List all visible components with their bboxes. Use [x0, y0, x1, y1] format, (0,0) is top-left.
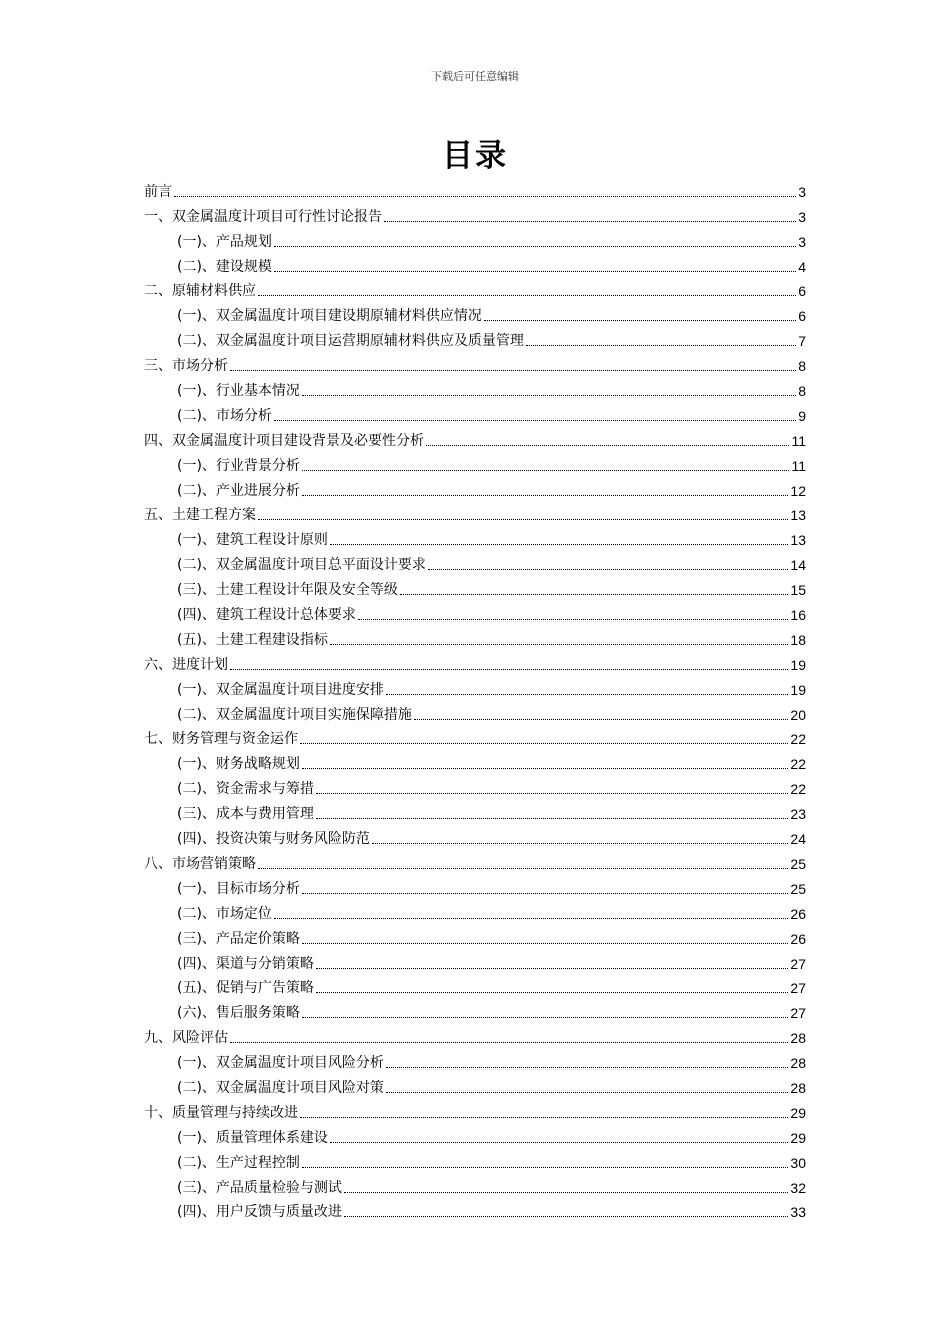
- toc-entry-page: 8: [798, 358, 806, 375]
- toc-entry-label: (三)、土建工程设计年限及安全等级: [177, 582, 398, 599]
- toc-dot-leader: [484, 320, 796, 321]
- toc-dot-leader: [302, 1167, 788, 1168]
- toc-entry[interactable]: [144, 325, 806, 350]
- toc-entry-page: 4: [798, 258, 806, 275]
- toc-entry[interactable]: [144, 350, 806, 375]
- toc-entry[interactable]: [144, 699, 806, 724]
- toc-dot-leader: [372, 843, 788, 844]
- toc-dot-leader: [526, 345, 796, 346]
- toc-dot-leader: [302, 768, 788, 769]
- toc-entry[interactable]: [144, 425, 806, 450]
- toc-entry-page: 11: [791, 432, 806, 449]
- toc-entry[interactable]: [144, 400, 806, 425]
- toc-entry[interactable]: [144, 873, 806, 898]
- toc-entry-label: (一)、双金属温度计项目进度安排: [177, 681, 384, 698]
- toc-entry[interactable]: [144, 549, 806, 574]
- toc-entry-label: (一)、行业基本情况: [177, 383, 300, 400]
- toc-entry-label: (一)、行业背景分析: [177, 457, 300, 474]
- toc-entry-label: (一)、产品规划: [177, 233, 272, 250]
- toc-entry[interactable]: [144, 748, 806, 773]
- toc-dot-leader: [274, 246, 796, 247]
- toc-entry[interactable]: [144, 798, 806, 823]
- toc-entry-label: 九、风险评估: [144, 1030, 228, 1047]
- toc-entry[interactable]: [144, 226, 806, 251]
- toc-dot-leader: [274, 271, 796, 272]
- toc-entry-page: 25: [790, 855, 806, 872]
- toc-entry[interactable]: [144, 923, 806, 948]
- toc-dot-leader: [414, 719, 788, 720]
- toc-entry-page: 16: [790, 607, 806, 624]
- toc-dot-leader: [302, 495, 788, 496]
- toc-entry-label: (二)、生产过程控制: [177, 1154, 300, 1171]
- toc-entry-label: (四)、投资决策与财务风险防范: [177, 831, 370, 848]
- toc-entry-page: 20: [790, 706, 806, 723]
- toc-entry-page: 19: [790, 656, 806, 673]
- toc-entry-page: 18: [790, 631, 806, 648]
- toc-entry[interactable]: [144, 674, 806, 699]
- toc-entry-page: 19: [790, 681, 806, 698]
- toc-entry-label: (二)、市场分析: [177, 407, 272, 424]
- toc-dot-leader: [316, 992, 788, 993]
- toc-entry[interactable]: [144, 997, 806, 1022]
- toc-entry-label: 八、市场营销策略: [144, 855, 256, 872]
- toc-entry-label: (二)、产业进展分析: [177, 482, 300, 499]
- toc-dot-leader: [426, 445, 789, 446]
- toc-dot-leader: [316, 968, 788, 969]
- toc-entry-page: 6: [798, 283, 806, 300]
- toc-entry-page: 22: [790, 731, 806, 748]
- toc-entry-page: 14: [790, 557, 806, 574]
- toc-dot-leader: [258, 295, 796, 296]
- toc-dot-leader: [302, 470, 790, 471]
- toc-dot-leader: [258, 868, 788, 869]
- toc-entry-label: (一)、质量管理体系建设: [177, 1129, 328, 1146]
- toc-entry-page: 29: [790, 1104, 806, 1121]
- toc-dot-leader: [174, 196, 796, 197]
- toc-entry-label: (一)、双金属温度计项目风险分析: [177, 1055, 384, 1072]
- toc-entry-label: (四)、用户反馈与质量改进: [177, 1204, 342, 1221]
- toc-entry-page: 28: [790, 1055, 806, 1072]
- toc-entry[interactable]: [144, 1172, 806, 1197]
- toc-entry-label: 六、进度计划: [144, 656, 228, 673]
- toc-entry-page: 25: [790, 880, 806, 897]
- toc-dot-leader: [386, 694, 788, 695]
- toc-entry[interactable]: [144, 973, 806, 998]
- toc-entry-label: 一、双金属温度计项目可行性讨论报告: [144, 208, 382, 225]
- toc-entry[interactable]: [144, 724, 806, 749]
- toc-dot-leader: [386, 1092, 788, 1093]
- toc-dot-leader: [330, 1142, 788, 1143]
- toc-entry-label: 三、市场分析: [144, 358, 228, 375]
- toc-entry[interactable]: [144, 574, 806, 599]
- toc-entry[interactable]: [144, 848, 806, 873]
- toc-entry-label: (一)、财务战略规划: [177, 756, 300, 773]
- toc-dot-leader: [384, 221, 796, 222]
- toc-entry-label: (二)、双金属温度计项目风险对策: [177, 1079, 384, 1096]
- toc-entry[interactable]: [144, 201, 806, 226]
- toc-entry-page: 11: [791, 457, 806, 474]
- toc-entry[interactable]: [144, 251, 806, 276]
- toc-dot-leader: [386, 1067, 788, 1068]
- toc-entry-label: (三)、产品定价策略: [177, 930, 300, 947]
- toc-entry-page: 27: [790, 1005, 806, 1022]
- toc-dot-leader: [330, 644, 788, 645]
- toc-entry[interactable]: [144, 1047, 806, 1072]
- toc-entry-page: 26: [790, 905, 806, 922]
- toc-entry-label: (四)、建筑工程设计总体要求: [177, 607, 356, 624]
- toc-entry-label: (三)、成本与费用管理: [177, 806, 314, 823]
- toc-dot-leader: [274, 918, 788, 919]
- toc-entry[interactable]: [144, 450, 806, 475]
- toc-dot-leader: [316, 793, 788, 794]
- toc-entry-page: 9: [798, 407, 806, 424]
- toc-dot-leader: [300, 1117, 788, 1118]
- toc-entry-label: (二)、双金属温度计项目实施保障措施: [177, 706, 412, 723]
- toc-entry[interactable]: [144, 649, 806, 674]
- toc-entry-page: 24: [790, 831, 806, 848]
- toc-entry[interactable]: [144, 948, 806, 973]
- toc-dot-leader: [316, 818, 788, 819]
- toc-entry-page: 15: [790, 582, 806, 599]
- toc-entry-label: (一)、双金属温度计项目建设期原辅材料供应情况: [177, 308, 482, 325]
- toc-entry-label: (一)、建筑工程设计原则: [177, 532, 328, 549]
- toc-dot-leader: [302, 395, 796, 396]
- toc-dot-leader: [344, 1216, 788, 1217]
- toc-entry-page: 23: [790, 806, 806, 823]
- toc-dot-leader: [302, 1017, 788, 1018]
- toc-list: [144, 176, 806, 1221]
- toc-entry-label: 十、质量管理与持续改进: [144, 1104, 298, 1121]
- toc-entry-label: 七、财务管理与资金运作: [144, 731, 298, 748]
- toc-entry-page: 22: [790, 756, 806, 773]
- toc-entry[interactable]: [144, 500, 806, 525]
- toc-dot-leader: [300, 743, 788, 744]
- toc-entry-page: 12: [790, 482, 806, 499]
- toc-entry[interactable]: [144, 773, 806, 798]
- toc-entry-label: (二)、资金需求与筹措: [177, 781, 314, 798]
- toc-dot-leader: [344, 1192, 788, 1193]
- toc-entry-page: 33: [790, 1204, 806, 1221]
- toc-dot-leader: [400, 594, 788, 595]
- toc-entry-page: 13: [790, 507, 806, 524]
- toc-entry-page: 13: [790, 532, 806, 549]
- toc-entry[interactable]: [144, 1122, 806, 1147]
- toc-entry-page: 29: [790, 1129, 806, 1146]
- toc-entry-label: 五、土建工程方案: [144, 507, 256, 524]
- toc-entry-page: 6: [798, 308, 806, 325]
- toc-entry-label: 二、原辅材料供应: [144, 283, 256, 300]
- toc-entry[interactable]: [144, 276, 806, 301]
- toc-entry-label: 前言: [144, 183, 172, 200]
- toc-entry[interactable]: [144, 300, 806, 325]
- toc-entry[interactable]: [144, 375, 806, 400]
- toc-entry[interactable]: [144, 1147, 806, 1172]
- toc-dot-leader: [302, 943, 788, 944]
- toc-entry[interactable]: [144, 524, 806, 549]
- header-note: 下载后可任意编辑: [431, 70, 519, 83]
- toc-entry-label: (二)、双金属温度计项目总平面设计要求: [177, 557, 426, 574]
- toc-dot-leader: [330, 544, 788, 545]
- toc-entry-label: 四、双金属温度计项目建设背景及必要性分析: [144, 432, 424, 449]
- toc-entry[interactable]: [144, 1072, 806, 1097]
- toc-entry[interactable]: [144, 599, 806, 624]
- toc-title: 目录: [442, 138, 508, 174]
- toc-entry-label: (一)、目标市场分析: [177, 880, 300, 897]
- toc-entry-label: (五)、促销与广告策略: [177, 980, 314, 997]
- toc-entry-page: 28: [790, 1030, 806, 1047]
- toc-entry[interactable]: [144, 1197, 806, 1222]
- toc-dot-leader: [302, 893, 788, 894]
- toc-entry-label: (四)、渠道与分销策略: [177, 955, 314, 972]
- toc-entry[interactable]: [144, 176, 806, 201]
- toc-entry[interactable]: [144, 624, 806, 649]
- toc-entry-label: (五)、土建工程建设指标: [177, 631, 328, 648]
- toc-entry-label: (三)、产品质量检验与测试: [177, 1179, 342, 1196]
- toc-entry-page: 27: [790, 955, 806, 972]
- toc-entry-page: 22: [790, 781, 806, 798]
- toc-entry[interactable]: [144, 1022, 806, 1047]
- toc-entry-page: 28: [790, 1079, 806, 1096]
- toc-entry-label: (六)、售后服务策略: [177, 1005, 300, 1022]
- toc-entry-label: (二)、市场定位: [177, 905, 272, 922]
- toc-dot-leader: [230, 669, 788, 670]
- toc-entry-page: 3: [798, 183, 806, 200]
- toc-entry-label: (二)、双金属温度计项目运营期原辅材料供应及质量管理: [177, 333, 524, 350]
- toc-entry-page: 30: [790, 1154, 806, 1171]
- toc-dot-leader: [428, 569, 788, 570]
- toc-entry[interactable]: [144, 823, 806, 848]
- toc-entry-page: 32: [790, 1179, 806, 1196]
- toc-dot-leader: [274, 420, 796, 421]
- toc-entry[interactable]: [144, 898, 806, 923]
- toc-entry-page: 26: [790, 930, 806, 947]
- toc-dot-leader: [230, 1042, 788, 1043]
- toc-entry-page: 7: [798, 333, 806, 350]
- toc-entry-page: 8: [798, 383, 806, 400]
- toc-entry-page: 27: [790, 980, 806, 997]
- toc-entry[interactable]: [144, 1097, 806, 1122]
- toc-dot-leader: [358, 619, 788, 620]
- toc-dot-leader: [230, 370, 796, 371]
- toc-entry-page: 3: [798, 233, 806, 250]
- toc-entry-label: (二)、建设规模: [177, 258, 272, 275]
- toc-entry[interactable]: [144, 475, 806, 500]
- toc-dot-leader: [258, 519, 788, 520]
- toc-entry-page: 3: [798, 208, 806, 225]
